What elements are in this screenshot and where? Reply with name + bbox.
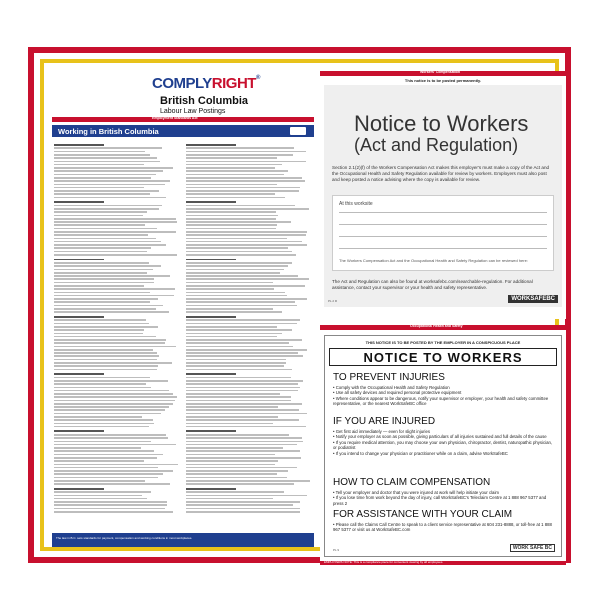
fine-print-line (186, 147, 294, 149)
fine-print-column-left (54, 141, 178, 529)
fine-print-line (186, 231, 307, 233)
fine-print-line (54, 326, 158, 328)
fine-print-line (186, 373, 236, 375)
fine-print-line (54, 346, 176, 348)
fine-print-line (186, 251, 292, 253)
fine-print-line (186, 406, 278, 408)
fine-print-line (186, 208, 309, 210)
section-title: Working in British Columbia (58, 127, 159, 136)
notice-footer: The Act and Regulation can also be found at worksafebc.com/searchable-regulation. For additional assistance, contact your supervisor or your health and safety representative. (332, 279, 533, 290)
fine-print-line (54, 416, 142, 418)
poster-inner-border (40, 59, 559, 564)
fine-print-line (54, 467, 158, 469)
wc-header-bar: Workers' Compensation (320, 71, 566, 76)
fine-print-columns (54, 141, 312, 529)
fine-print-line (54, 292, 150, 294)
fine-print-line (186, 426, 306, 428)
fine-print-line (186, 480, 310, 482)
notice-title: Notice to Workers (354, 111, 529, 136)
fine-print-line (54, 190, 159, 192)
fine-print-line (186, 174, 284, 176)
fine-print-line (54, 161, 160, 163)
fine-print-line (186, 390, 298, 392)
fine-print-line (54, 491, 151, 493)
notice-to-workers (320, 325, 566, 561)
list-item: • If you require medical attention, you may choose your own physician, chiropractor, dentist, naturopathic physician, or podiatrist (333, 440, 555, 451)
fine-print-line (186, 201, 236, 203)
bullet-list (333, 522, 555, 533)
fine-print-line (54, 336, 156, 338)
fine-print-line (186, 383, 298, 385)
fine-print-line (186, 396, 291, 398)
fine-print-line (186, 193, 275, 195)
fine-print-line (186, 144, 236, 146)
fine-print-line (186, 197, 285, 199)
fine-print-line (186, 491, 284, 493)
fine-print-line (186, 430, 236, 432)
notice-subtitle: (Act and Regulation) (354, 135, 519, 155)
fine-print-line (54, 473, 163, 475)
fine-print-line (186, 161, 306, 163)
fine-print-line (186, 234, 306, 236)
fine-print-line (54, 426, 149, 428)
fine-print-line (186, 224, 277, 226)
fine-print-line (54, 311, 169, 313)
fine-print-line (54, 498, 147, 500)
fine-print-line (186, 262, 292, 264)
fill-line (339, 236, 547, 237)
fine-print-line (186, 457, 301, 459)
fine-print-line (54, 193, 150, 195)
fine-print-line (54, 282, 154, 284)
ohs-header-bar: Occupational Health and Safety (320, 325, 566, 330)
fine-print-line (54, 180, 170, 182)
fine-print-line (186, 380, 303, 382)
fine-print-line (54, 423, 154, 425)
fine-print-line (54, 329, 144, 331)
section-bar (52, 125, 314, 137)
fine-print-line (54, 403, 173, 405)
fine-print-line (186, 323, 297, 325)
fine-print-line (186, 416, 278, 418)
fine-print-line (54, 362, 172, 364)
fine-print-line (54, 254, 177, 256)
fine-print-line (186, 454, 275, 456)
fine-print-line (186, 377, 291, 379)
fine-print-line (54, 301, 150, 303)
fine-print-line (54, 477, 158, 479)
fine-print-line (186, 413, 307, 415)
worksite-heading: At this worksite (339, 201, 373, 207)
fine-print-line (54, 259, 104, 261)
fine-print-line (54, 295, 174, 297)
fine-print-line (54, 265, 161, 267)
bullet-list (333, 385, 555, 407)
list-item: • Where conditions appear to be dangerous, notify your supervisor or employer, your health and safety committee representative, or the nearest WorkSafeBC office (333, 396, 555, 407)
fine-print-line (186, 282, 273, 284)
list-item: • Notify your employer as soon as possible, giving particulars of all injuries sustained and full details of the cause (333, 434, 555, 439)
fine-print-line (54, 441, 151, 443)
fine-print-line (54, 373, 104, 375)
fine-print-line (54, 174, 156, 176)
fine-print-line (186, 467, 297, 469)
fine-print-line (54, 308, 156, 310)
fine-print-line (186, 292, 285, 294)
fine-print-line (54, 316, 104, 318)
fine-print-line (54, 144, 104, 146)
employer-note-bar: EMPLOYERS NOTE: This is a compliance piece for convenient viewing by all employees. (320, 561, 566, 565)
fine-print-line (54, 157, 157, 159)
fine-print-line (186, 387, 300, 389)
fine-print-line (186, 437, 302, 439)
fine-print-line (54, 197, 166, 199)
fine-print-line (186, 238, 287, 240)
fine-print-line (186, 211, 276, 213)
fine-print-line (186, 308, 273, 310)
fine-print-line (54, 319, 146, 321)
fine-print-line (54, 170, 163, 172)
fine-print-line (186, 184, 277, 186)
fine-print-line (54, 454, 163, 456)
fine-print-line (54, 205, 162, 207)
fine-print-line (54, 359, 157, 361)
fine-print-line (186, 151, 306, 153)
fine-print-line (54, 488, 104, 490)
section-heading: IF YOU ARE INJURED (333, 416, 436, 427)
fine-print-line (54, 355, 159, 357)
fine-print-line (54, 377, 150, 379)
fine-print-line (54, 228, 157, 230)
fine-print-line (186, 409, 299, 411)
fine-print-line (54, 413, 161, 415)
fine-print-line (54, 177, 151, 179)
fine-print-line (186, 265, 288, 267)
fine-print-line (186, 423, 273, 425)
fine-print-line (186, 177, 302, 179)
fine-print-line (54, 495, 142, 497)
fine-print-line (186, 301, 295, 303)
bc-logo-icon (290, 127, 306, 135)
fine-print-line (186, 319, 300, 321)
fine-print-line (54, 201, 104, 203)
fine-print-line (54, 167, 173, 169)
fine-print-line (186, 329, 292, 331)
list-item: • Tell your employer and doctor that you were injured at work will help initiate your claim (333, 490, 555, 495)
list-item: • Get first aid immediately — even for slight injuries (333, 429, 555, 434)
fine-print-line (54, 483, 170, 485)
fine-print-column-right (186, 141, 310, 529)
fine-print-line (54, 406, 169, 408)
fine-print-line (54, 333, 143, 335)
fine-print-line (186, 167, 275, 169)
footer-bar: The law in B.C. sets standards for payment, compensation and working conditions in most workplaces. (52, 533, 314, 547)
fine-print-line (54, 224, 145, 226)
bc-labour-section (52, 71, 314, 559)
fine-print-line (186, 511, 300, 513)
worksite-box (332, 195, 554, 271)
list-item: • Use all safety devices and required personal protective equipment (333, 390, 555, 395)
fine-print-line (186, 254, 296, 256)
fill-line (339, 224, 547, 225)
fine-print-line (54, 211, 147, 213)
fine-print-line (186, 180, 305, 182)
section-heading: FOR ASSISTANCE WITH YOUR CLAIM (333, 509, 513, 520)
fine-print-line (54, 151, 145, 153)
fine-print-line (54, 457, 157, 459)
fine-print-line (54, 511, 173, 513)
fine-print-line (186, 228, 276, 230)
fine-print-line (186, 403, 302, 405)
fine-print-line (54, 387, 151, 389)
bullet-list (333, 429, 555, 456)
fine-print-line (186, 170, 288, 172)
header (52, 71, 314, 115)
post-line: THIS NOTICE IS TO BE POSTED BY THE EMPLOYER IN A CONSPICUOUS PLACE (365, 340, 521, 345)
fine-print-line (54, 508, 165, 510)
fine-print-line (54, 393, 173, 395)
fine-print-line (186, 342, 289, 344)
fine-print-line (186, 501, 300, 503)
fine-print-line (54, 349, 153, 351)
fine-print-line (186, 495, 307, 497)
fine-print-line (186, 477, 287, 479)
fine-print-line (54, 231, 176, 233)
fine-print-line (186, 241, 302, 243)
post-instruction: This notice is to be posted permanently. (404, 78, 482, 83)
fine-print-line (186, 419, 299, 421)
fine-print-line (186, 187, 300, 189)
fine-print-line (54, 400, 175, 402)
fine-print-line (186, 393, 280, 395)
fine-print-line (186, 218, 276, 220)
title-block (160, 95, 248, 115)
fine-print-line (186, 352, 298, 354)
fine-print-line (54, 444, 176, 446)
notice-act-regulation (320, 71, 566, 319)
fine-print-line (186, 259, 236, 261)
fine-print-line (54, 501, 167, 503)
fine-print-line (186, 288, 274, 290)
fine-print-line (54, 238, 156, 240)
fine-print-line (54, 305, 163, 307)
fine-print-line (186, 305, 297, 307)
fine-print-line (186, 205, 295, 207)
fine-print-line (54, 437, 168, 439)
fill-line (339, 248, 547, 249)
fine-print-line (54, 218, 176, 220)
list-item: • Comply with the Occupational Health and Safety Regulation (333, 385, 555, 390)
fine-print-line (186, 316, 236, 318)
fine-print-line (186, 460, 278, 462)
fine-print-line (54, 339, 166, 341)
form-number: PL 2 R (328, 299, 338, 303)
fine-print-line (54, 352, 157, 354)
list-item: • If you lose time from work beyond the day of injury, call WorkSafeBC's Teleclaim Centre at 1 888 967 5377 and press 2 (333, 495, 555, 506)
worksite-note: The Workers Compensation Act and the Occupational Health and Safety Regulation can be reviewed here: (339, 258, 528, 263)
fine-print-line (186, 362, 286, 364)
fine-print-line (186, 298, 307, 300)
fine-print-line (54, 247, 151, 249)
form-number: PL 9 (333, 548, 340, 552)
fine-print-line (54, 460, 144, 462)
fine-print-line (54, 275, 170, 277)
fine-print-line (54, 447, 141, 449)
fine-print-line (186, 400, 291, 402)
fine-print-line (186, 247, 288, 249)
fine-print-line (54, 288, 175, 290)
fine-print-line (54, 269, 153, 271)
fine-print-line (186, 473, 277, 475)
fine-print-line (54, 464, 178, 466)
fine-print-line (54, 208, 159, 210)
fine-print-line (186, 508, 300, 510)
fine-print-line (54, 430, 104, 432)
fine-print-line (186, 369, 292, 371)
fine-print-line (54, 323, 149, 325)
complyright-logo: COMPLYRIGHT® (152, 75, 260, 92)
poster-subtitle: Labour Law Postings (160, 108, 226, 115)
fine-print-line (186, 434, 289, 436)
fine-print-line (186, 221, 291, 223)
fine-print-line (54, 383, 146, 385)
fine-print-line (186, 311, 282, 313)
fine-print-line (54, 450, 154, 452)
fine-print-line (54, 298, 158, 300)
fine-print-line (186, 464, 275, 466)
fine-print-line (54, 184, 165, 186)
fine-print-line (54, 187, 144, 189)
fine-print-line (186, 190, 299, 192)
fine-print-line (186, 349, 307, 351)
fine-print-line (54, 278, 154, 280)
fine-print-line (186, 154, 293, 156)
fine-print-line (54, 419, 153, 421)
fine-print-line (186, 470, 288, 472)
fine-print-line (186, 326, 277, 328)
fine-print-line (186, 441, 303, 443)
fine-print-line (186, 346, 293, 348)
fine-print-line (186, 295, 287, 297)
fine-print-line (186, 285, 305, 287)
fine-print-line (186, 272, 280, 274)
fine-print-line (186, 450, 300, 452)
fine-print-line (54, 251, 147, 253)
fine-print-line (54, 272, 147, 274)
fine-print-line (54, 285, 144, 287)
fine-print-line (186, 504, 293, 506)
fine-print-line (186, 336, 277, 338)
act-bar: Employment Standards Act (52, 117, 314, 122)
fine-print-line (54, 390, 169, 392)
fine-print-line (54, 164, 144, 166)
fine-print-line (54, 409, 165, 411)
notice-paragraph: Section 2.1(2)(f) of the Workers Compensation Act makes this employer's must make a copy of the Act and the Occupational Health and Safety Regulation available for review by workers. Employers must also post and keep posted a notice advising where the copy is available for review. (332, 165, 550, 182)
fine-print-line (186, 359, 286, 361)
fine-print-line (54, 147, 162, 149)
fine-print-line (54, 480, 145, 482)
list-item: • If you intend to change your physician or practitioner while on a claim, advise WorkSafeBC (333, 451, 555, 456)
fine-print-line (186, 278, 309, 280)
fine-print-line (186, 269, 284, 271)
labour-law-poster (28, 47, 571, 563)
fine-print-line (54, 342, 165, 344)
section-heading: TO PREVENT INJURIES (333, 372, 445, 383)
section-heading: HOW TO CLAIM COMPENSATION (333, 477, 491, 488)
fine-print-line (186, 164, 282, 166)
fine-print-line (54, 234, 148, 236)
fine-print-line (186, 483, 294, 485)
worksafebc-logo: WORKSAFEBC (508, 295, 558, 303)
fine-print-line (54, 380, 168, 382)
fine-print-line (186, 444, 297, 446)
fine-print-line (186, 339, 302, 341)
fine-print-line (186, 244, 307, 246)
fine-print-line (54, 365, 158, 367)
fine-print-line (186, 157, 277, 159)
fine-print-line (54, 244, 166, 246)
poster-title: British Columbia (160, 95, 249, 107)
bullet-list (333, 490, 555, 506)
fine-print-line (186, 215, 278, 217)
notice-frame (324, 335, 562, 557)
fine-print-line (186, 498, 273, 500)
fill-line (339, 212, 547, 213)
fine-print-line (54, 470, 173, 472)
fine-print-line (186, 365, 284, 367)
fine-print-line (54, 262, 149, 264)
fine-print-line (186, 333, 282, 335)
fine-print-line (54, 504, 167, 506)
fine-print-line (186, 275, 298, 277)
fine-print-line (54, 154, 150, 156)
fine-print-line (54, 221, 177, 223)
fine-print-line (54, 369, 157, 371)
notice-title: NOTICE TO WORKERS (329, 348, 557, 366)
notice-panel (324, 85, 562, 307)
fine-print-line (186, 488, 236, 490)
fine-print-line (54, 215, 143, 217)
fine-print-line (186, 355, 303, 357)
fine-print-line (54, 241, 161, 243)
worksafebc-logo: WORK SAFE BC (510, 544, 555, 552)
fine-print-line (54, 434, 166, 436)
fine-print-line (54, 396, 177, 398)
list-item: • Please call the Claims Call Centre to speak to a client service representative at 604 231-8888, or toll-free at 1 888 967 5377 or visit us at WorkSafeBC.com (333, 522, 555, 533)
fine-print-line (186, 447, 283, 449)
